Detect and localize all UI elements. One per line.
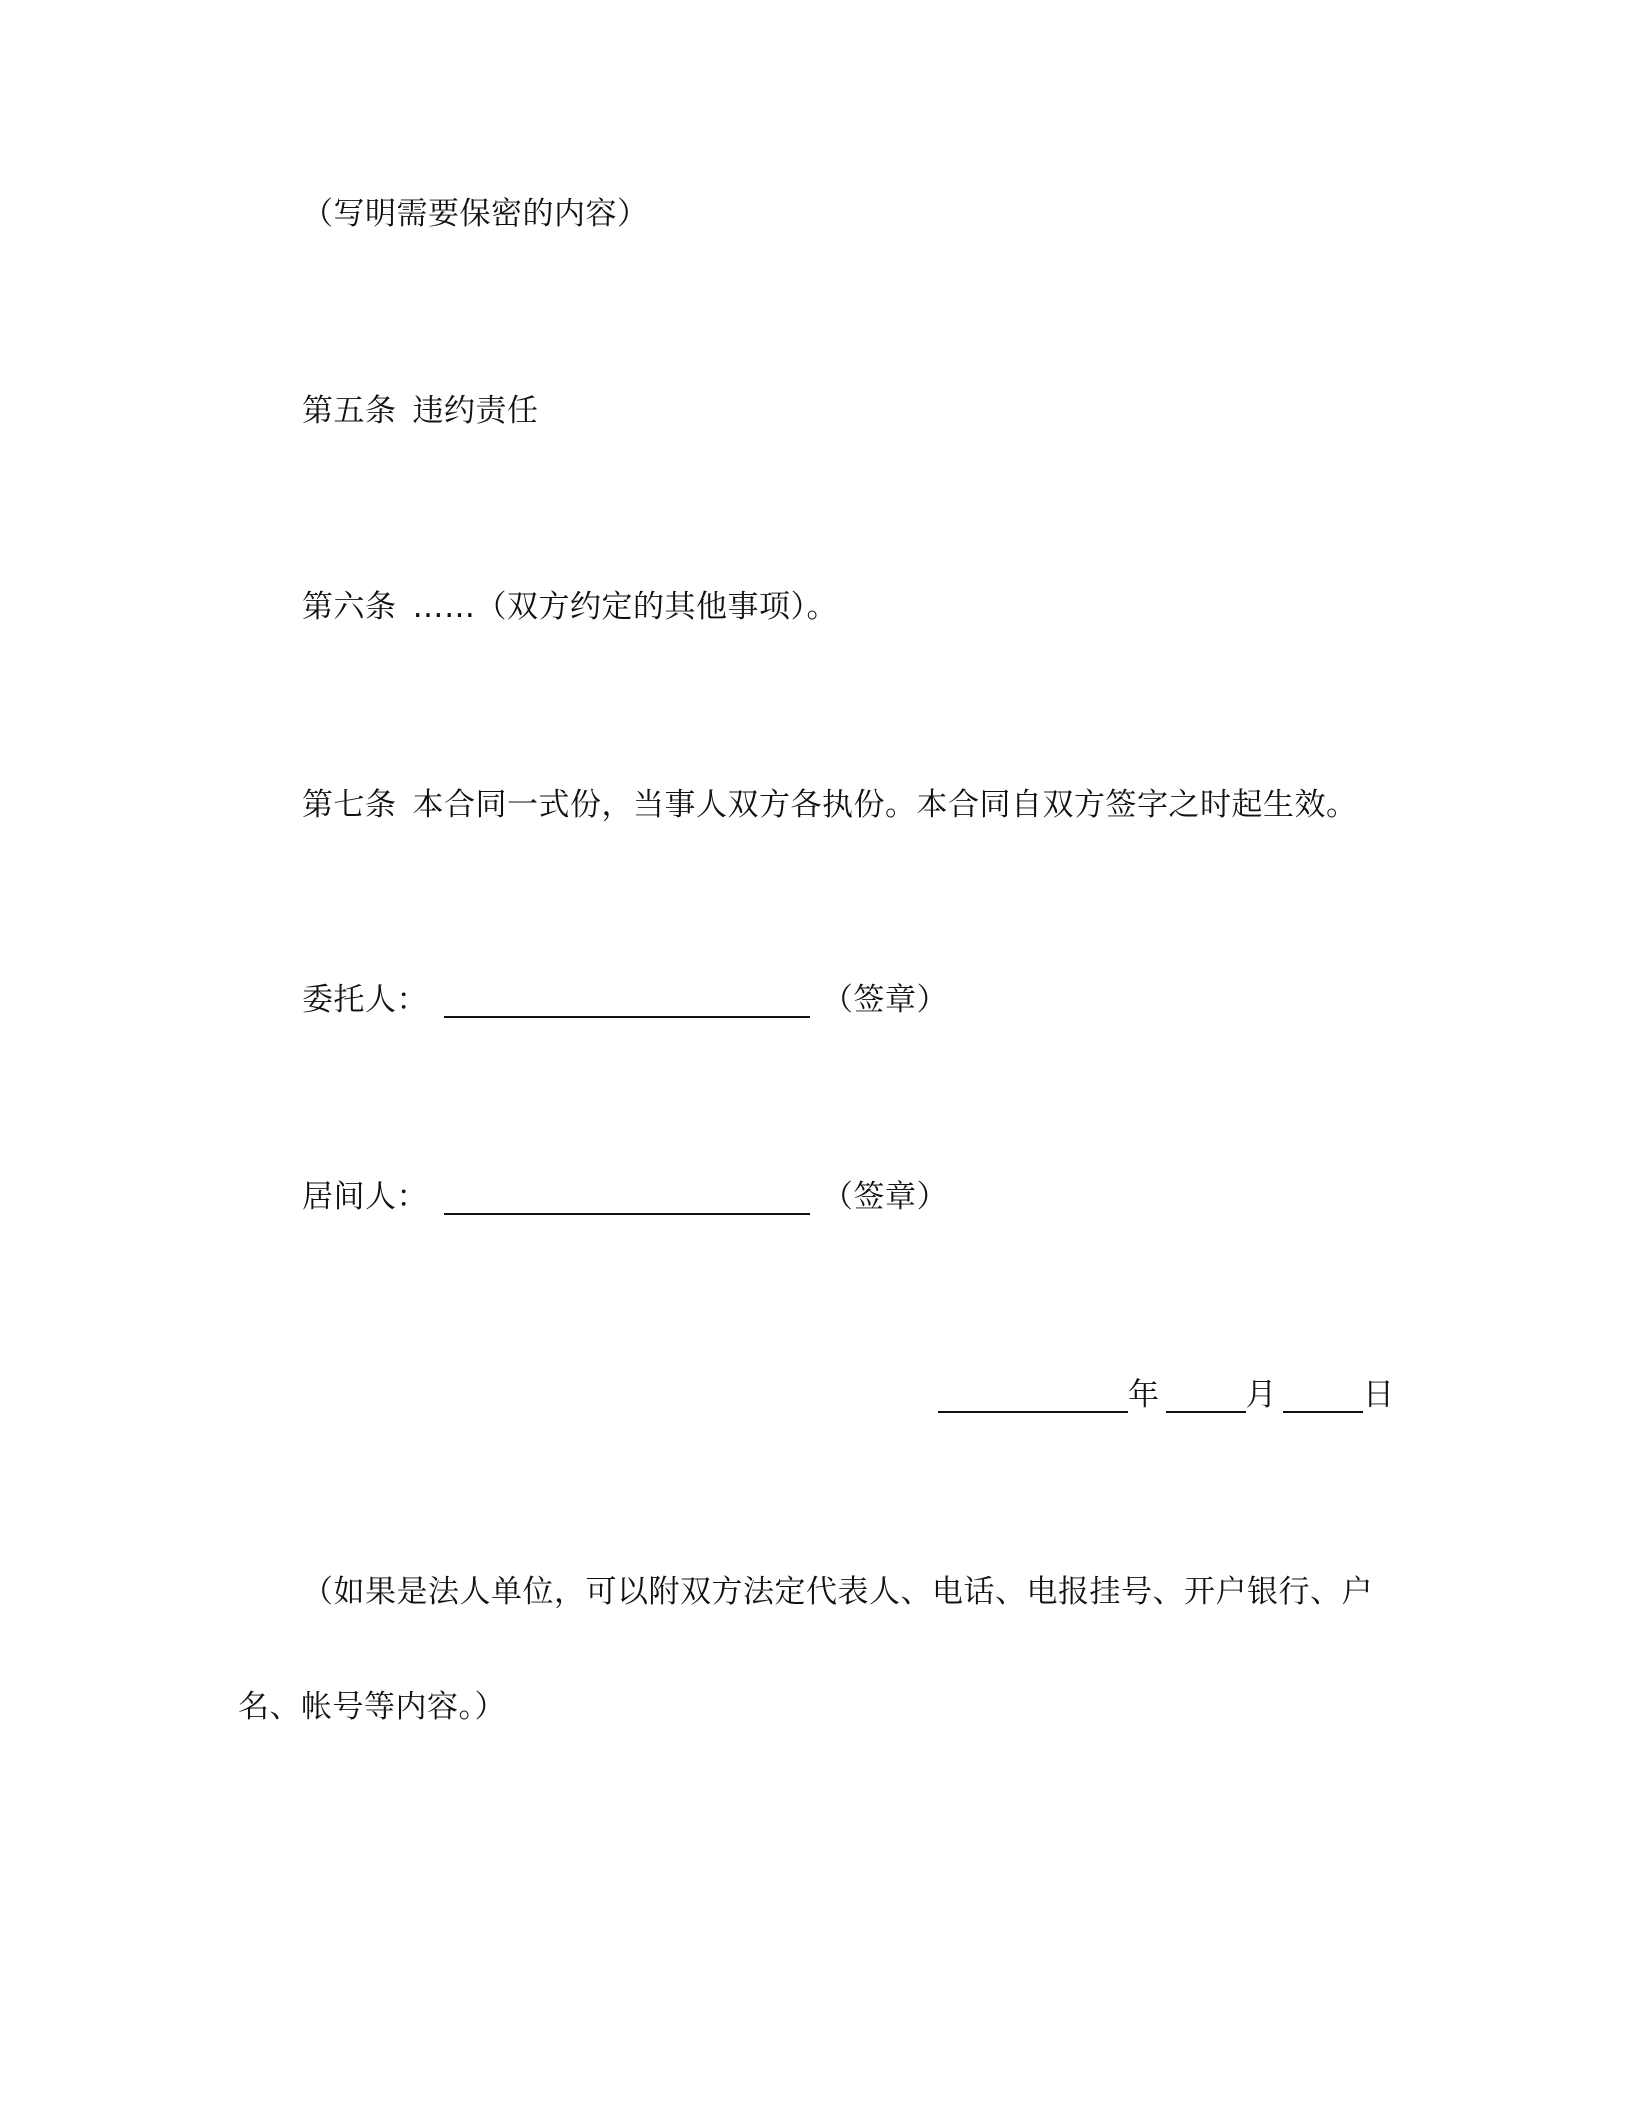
year-label: 年 (1128, 1377, 1160, 1413)
principal-seal-note: （签章） (822, 982, 948, 1018)
confidential-note: （写明需要保密的内容） (302, 196, 649, 232)
day-label: 日 (1363, 1377, 1395, 1413)
footnote-line-2: 名、帐号等内容。） (238, 1689, 506, 1725)
article-5-label: 第五条 (302, 393, 397, 429)
year-blank[interactable] (938, 1381, 1128, 1413)
article-5 (302, 391, 539, 431)
principal-signature-line[interactable] (444, 986, 810, 1018)
article-7-text: 本合同一式份，当事人双方各执份。本合同自双方签字之时起生效。 (412, 787, 1358, 823)
principal-signature-row (302, 980, 948, 1020)
intermediary-signature-row (302, 1177, 948, 1217)
principal-label: 委托人： (302, 982, 428, 1018)
date-row (938, 1375, 1395, 1415)
footnote-line-1: （如果是法人单位，可以附双方法定代表人、电话、电报挂号、开户银行、户 (302, 1574, 1373, 1610)
month-blank[interactable] (1166, 1381, 1246, 1413)
day-blank[interactable] (1283, 1381, 1363, 1413)
article-6-label: 第六条 (302, 589, 397, 625)
article-7 (302, 785, 1358, 825)
article-5-text: 违约责任 (412, 393, 539, 429)
intermediary-seal-note: （签章） (822, 1179, 948, 1215)
intermediary-label: 居间人： (302, 1179, 428, 1215)
intermediary-signature-line[interactable] (444, 1183, 810, 1215)
article-6 (302, 587, 838, 627)
article-6-text: ……（双方约定的其他事项）。 (412, 589, 838, 625)
article-7-label: 第七条 (302, 787, 397, 823)
month-label: 月 (1245, 1377, 1277, 1413)
